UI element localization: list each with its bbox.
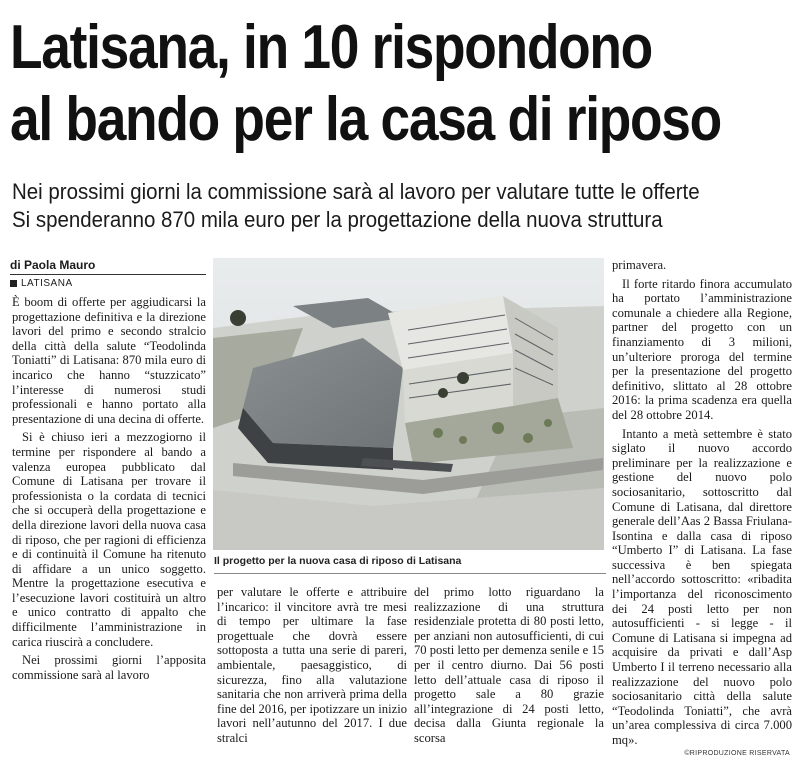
paragraph: Si è chiuso ieri a mezzogiorno il termine per rispondere al bando a valenza europea pubblicato dal Comune di Latisana per trovare il professionista o la cordata di tecnici che si occuperà della progettazione e della direzione lavori della nuova casa di riposo, che per ragioni di efficienza e di continuità il Comune ha ritenuto di affidare a un unico soggetto. Mentre la progettazione esecutiva e l’esecuzione lavori costituirà un altro e unico contratto di appalto che difficilmente l’amministrazione in carica riuscirà a concludere.: [12, 430, 206, 649]
paragraph: Nei prossimi giorni l’apposita commissione sarà al lavoro: [12, 653, 206, 682]
paragraph: per valutare le offerte e attribuire l’incarico: il vincitore avrà tre mesi di tempo per ultimare la fase progettuale che dovrà essere sottoposta a tutta una serie di pareri, ambientale, paesaggistico, di sicurezza, fino alla valutazione sanitaria che non arriverà prima della fine del 2016, per ipotizzare un inizio lavori nell’autunno del 2017. I due stralci: [217, 585, 407, 745]
article-column-1: [12, 295, 206, 682]
subhead-line-2: Si spenderanno 870 mila euro per la progettazione della nuova struttura: [12, 207, 663, 232]
byline: di Paola Mauro: [10, 258, 206, 275]
subheadline: [12, 178, 737, 234]
article-column-4: [612, 258, 792, 748]
paragraph: Intanto a metà settembre è stato siglato il nuovo accordo preliminare per la realizzazione e gestione del nuovo polo sociosanitario, sottoscritto dal Comune di Latisana, dal direttore generale dell’Aas 2 Bassa Friulana-Isontina e dalla casa di riposo “Umberto I” di Latisana. La fase successiva è ben spiegata nell’accordo sottoscritto: «ribadita l’importanza del riconoscimento dei 24 posti letto per non autosufficienti - si legge - il Comune di Latisana si impegna ad acquisire da privati e dall’Asp Umberto I il terreno necessario alla realizzazione del nuovo polo sociosanitario città della salute “Teodolinda Toniatti”, che avrà un’area complessiva di circa 7.000 mq».: [612, 426, 792, 747]
subhead-line-1: Nei prossimi giorni la commissione sarà al lavoro per valutare tutte le offerte: [12, 179, 700, 204]
dateline-text: LATISANA: [21, 278, 73, 289]
byline-block: [10, 258, 206, 289]
article-column-2: [217, 585, 407, 746]
square-bullet-icon: [10, 280, 17, 287]
copyright-notice: ©RIPRODUZIONE RISERVATA: [684, 750, 790, 757]
dateline: [10, 278, 206, 289]
building-rendering-image: [213, 258, 604, 550]
photo-caption: Il progetto per la nuova casa di riposo di Latisana: [214, 555, 606, 574]
headline: [10, 12, 721, 156]
paragraph: Il forte ritardo finora accumulato ha portato l’amministrazione comunale a chiedere alla Regione, partner del progetto con un finanziamento di 3 milioni, un’ulteriore proroga del termine per la presentazione del progetto definitivo, slittato al 28 ottobre 2016: la prima scadenza era quella del 28 ottobre 2014.: [612, 276, 792, 422]
headline-line-2: al bando per la casa di riposo: [10, 85, 721, 154]
paragraph: del primo lotto riguardano la realizzazione di una struttura residenziale protetta di 80 posti letto, per anziani non autosufficienti, di cui 70 posti letto per demenza senile e 15 per il centro diurno. Dai 56 posti letto dell’attuale casa di riposo il progetto sale a 80 grazie all’integrazione di 24 posti letto, decisa dalla Giunta regionale la scorsa: [414, 585, 604, 745]
paragraph: primavera.: [612, 258, 667, 272]
paragraph: È boom di offerte per aggiudicarsi la progettazione definitiva e la direzione lavori del primo e secondo stralcio della città della salute “Teodolinda Toniatti” di Latisana: 870 mila euro di incarico che hanno “stuzzicato” l’interesse di numerosi studi professionali e hanno portato alla presentazione di una decina di offerte.: [12, 295, 206, 426]
article-column-3: [414, 585, 604, 746]
project-rendering-photo: [213, 258, 604, 550]
headline-line-1: Latisana, in 10 rispondono: [10, 13, 652, 82]
